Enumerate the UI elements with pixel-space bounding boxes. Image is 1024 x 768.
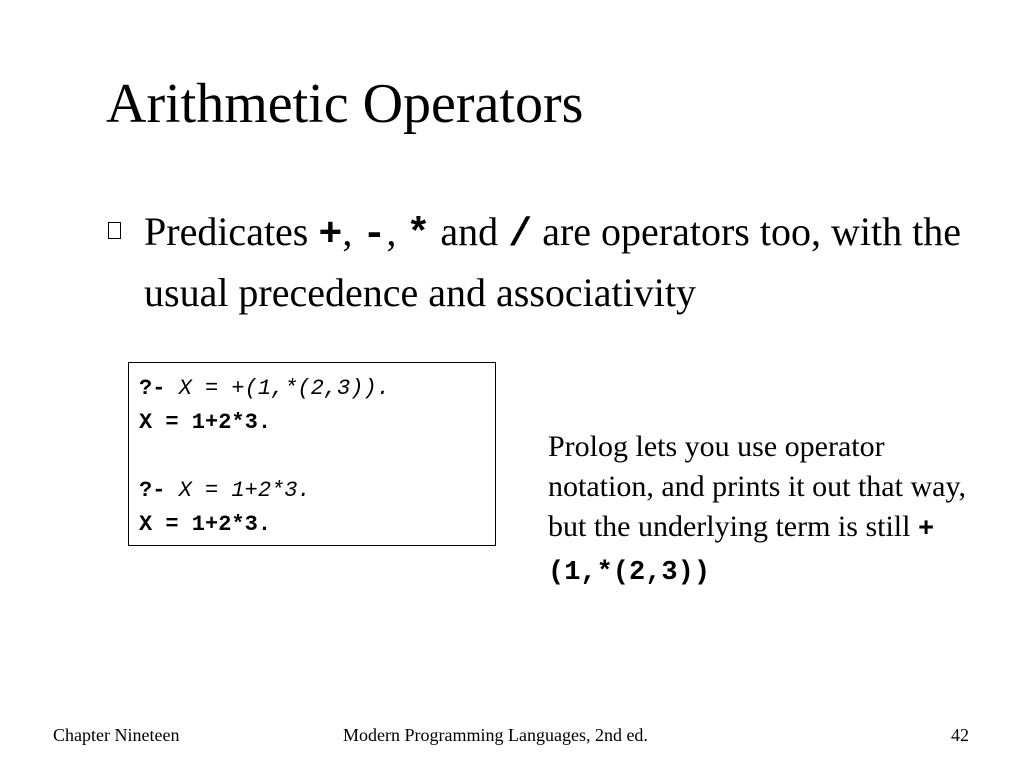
code-line-result-2: X = 1+2*3. xyxy=(139,512,272,537)
query-text: X = +(1,*(2,3)). xyxy=(165,376,390,401)
slide-title: Arithmetic Operators xyxy=(106,73,584,135)
separator: , xyxy=(342,209,363,254)
side-note xyxy=(548,427,988,593)
query-text: X = 1+2*3. xyxy=(165,478,311,503)
separator: , xyxy=(386,209,407,254)
operator-plus: + xyxy=(318,213,343,258)
prompt: ?- xyxy=(139,376,166,401)
bullet-text-and: and xyxy=(430,209,509,254)
footer-chapter: Chapter Nineteen xyxy=(53,725,180,745)
bullet-point xyxy=(144,203,1004,321)
prompt: ?- xyxy=(139,478,166,503)
bullet-text-intro: Predicates xyxy=(144,209,319,254)
code-line-blank xyxy=(139,440,495,474)
operator-divide: / xyxy=(508,213,533,258)
code-line-query-1 xyxy=(139,372,495,406)
operator-times: * xyxy=(406,213,431,258)
note-text: Prolog lets you use operator notation, and prints it out that way, but the underlying term is still xyxy=(548,430,966,543)
bullet-text-rest: are operators too, with the usual precedence and associativity xyxy=(144,209,961,315)
code-example-box xyxy=(128,362,496,546)
operator-minus: - xyxy=(362,213,387,258)
bullet-square-icon xyxy=(108,222,121,239)
note-term: +(1,*(2,3)) xyxy=(548,515,935,588)
footer-book-title: Modern Programming Languages, 2nd ed. xyxy=(343,725,648,745)
footer-page-number: 42 xyxy=(951,725,969,745)
code-line-query-2 xyxy=(139,474,495,508)
code-line-result-1: X = 1+2*3. xyxy=(139,410,272,435)
